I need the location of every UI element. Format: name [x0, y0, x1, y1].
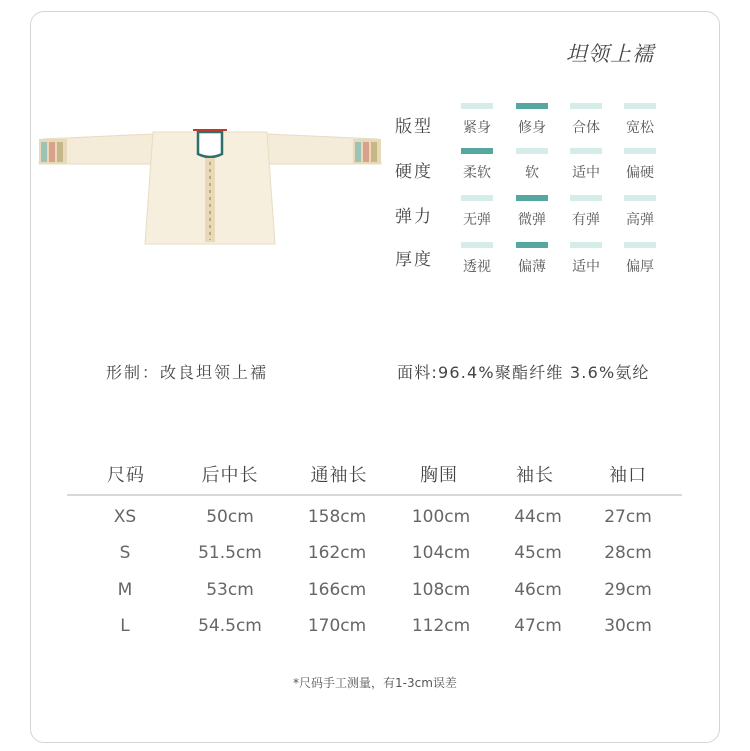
table-cell: 30cm	[604, 616, 652, 636]
measurement-note: *尺码手工测量，有1-3cm误差	[293, 676, 457, 690]
table-cell: L	[120, 616, 130, 636]
option-1-selected: 微弹	[515, 195, 549, 229]
table-header: 后中长	[201, 465, 259, 486]
option-1-selected: 修身	[515, 103, 549, 137]
table-header: 通袖长	[310, 465, 368, 486]
table-cell: 112cm	[411, 616, 471, 636]
table-cell: 28cm	[604, 543, 652, 563]
option-0-selected: 柔软	[460, 148, 494, 182]
table-cell: 44cm	[514, 507, 562, 527]
option-2: 适中	[569, 242, 603, 276]
table-cell: M	[117, 580, 133, 600]
table-cell: 51.5cm	[198, 543, 262, 563]
option-3: 高弹	[623, 195, 657, 229]
product-title: 坦领上襦	[566, 42, 654, 66]
option-3: 宽松	[623, 103, 657, 137]
table-cell: 104cm	[411, 543, 471, 563]
table-cell: 29cm	[604, 580, 652, 600]
table-cell: 50cm	[206, 507, 254, 527]
attribute-label: 版型	[395, 117, 433, 137]
option-2: 合体	[569, 103, 603, 137]
garment-image	[35, 124, 385, 254]
table-header: 袖长	[516, 465, 554, 486]
option-3: 偏硬	[623, 148, 657, 182]
table-header: 袖口	[609, 465, 647, 486]
table-cell: S	[119, 543, 131, 563]
option-3: 偏厚	[623, 242, 657, 276]
option-0: 无弹	[460, 195, 494, 229]
table-cell: XS	[113, 507, 137, 527]
shape-text: 形制：改良坦领上襦	[106, 363, 269, 382]
table-header: 尺码	[107, 465, 145, 486]
attribute-label: 硬度	[395, 162, 433, 182]
option-0: 透视	[460, 242, 494, 276]
attribute-label: 厚度	[395, 250, 433, 270]
table-cell: 54.5cm	[198, 616, 262, 636]
table-divider	[67, 494, 682, 496]
option-0: 紧身	[460, 103, 494, 137]
table-cell: 170cm	[307, 616, 367, 636]
table-cell: 166cm	[307, 580, 367, 600]
table-cell: 45cm	[514, 543, 562, 563]
option-1-selected: 偏薄	[515, 242, 549, 276]
table-cell: 27cm	[604, 507, 652, 527]
option-1: 软	[515, 148, 549, 182]
table-cell: 158cm	[307, 507, 367, 527]
table-header: 胸围	[420, 465, 458, 486]
option-2: 有弹	[569, 195, 603, 229]
table-cell: 100cm	[411, 507, 471, 527]
table-cell: 53cm	[206, 580, 254, 600]
fabric-text: 面料:96.4%聚酯纤维 3.6%氨纶	[397, 363, 650, 382]
table-cell: 162cm	[307, 543, 367, 563]
table-cell: 47cm	[514, 616, 562, 636]
option-2: 适中	[569, 148, 603, 182]
table-cell: 108cm	[411, 580, 471, 600]
table-cell: 46cm	[514, 580, 562, 600]
attribute-label: 弹力	[395, 207, 433, 227]
